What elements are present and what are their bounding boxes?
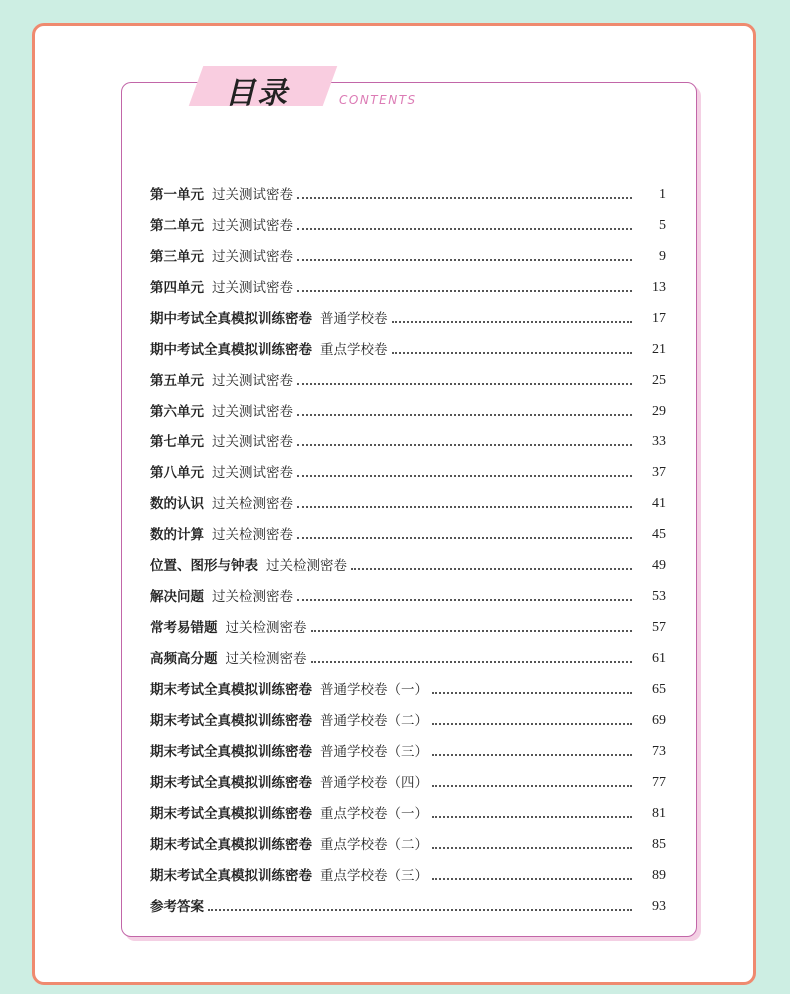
toc-entry-subtitle: 过关测试密卷 [212,186,293,203]
toc-entry[interactable] [150,389,666,420]
toc-entry-page-number: 85 [652,836,666,852]
dot-leader [208,909,632,911]
toc-entry-title: 期末考试全真模拟训练密卷 [150,681,312,698]
toc-entry-subtitle: 普通学校卷（三） [320,743,428,760]
dot-leader [432,754,632,756]
toc-entry-subtitle: 过关测试密卷 [212,465,293,482]
toc-entry-page-number: 77 [652,774,666,790]
toc-entry-subtitle: 重点学校卷 [320,341,388,358]
dot-leader [297,537,632,539]
toc-entry-title: 期末考试全真模拟训练密卷 [150,867,312,884]
dot-leader [297,383,632,385]
toc-entry-page-number: 81 [652,805,666,821]
toc-entry[interactable] [150,729,666,760]
dot-leader [432,785,632,787]
toc-entry-title: 期中考试全真模拟训练密卷 [150,341,312,358]
toc-entry[interactable] [150,543,666,574]
toc-entry-page-number: 89 [652,867,666,883]
toc-entry[interactable] [150,172,666,203]
toc-entry-page-number: 33 [652,434,666,450]
dot-leader [432,692,632,694]
toc-entry-title: 参考答案 [150,898,204,915]
toc-entry[interactable] [150,512,666,543]
toc-entry[interactable] [150,450,666,481]
toc-entry-title: 第六单元 [150,403,204,420]
dot-leader [297,290,632,292]
toc-entry-subtitle: 普通学校卷（二） [320,712,428,729]
toc-entry-page-number: 57 [652,620,666,636]
toc-entry[interactable] [150,667,666,698]
toc-entry-subtitle: 过关测试密卷 [212,248,293,265]
toc-entry-title: 期中考试全真模拟训练密卷 [150,310,312,327]
toc-entry-subtitle: 普通学校卷（一） [320,681,428,698]
toc-entry-title: 第二单元 [150,217,204,234]
toc-entry-title: 期末考试全真模拟训练密卷 [150,836,312,853]
toc-entry-title: 期末考试全真模拟训练密卷 [150,743,312,760]
toc-entry-subtitle: 过关检测密卷 [225,620,307,637]
dot-leader [297,506,632,508]
toc-entry-title: 高频高分题 [150,651,218,667]
toc-entry-page-number: 45 [652,527,666,543]
dot-leader [392,352,633,354]
toc-entry[interactable] [150,234,666,265]
dot-leader [432,723,632,725]
toc-entry-title: 位置、图形与钟表 [150,558,258,575]
toc-entry-subtitle: 重点学校卷（二） [320,836,428,853]
toc-entry[interactable] [150,760,666,791]
toc-entry-title: 数的计算 [150,527,204,544]
toc-entry-title: 第一单元 [150,186,204,203]
toc-entry-page-number: 25 [652,372,666,388]
dot-leader [297,259,632,261]
toc-entry-page-number: 5 [659,217,666,233]
toc-entry[interactable] [150,203,666,234]
toc-entry[interactable] [150,574,666,605]
dot-leader [297,197,632,199]
toc-entry-page-number: 65 [652,681,666,697]
toc-entry-page-number: 93 [652,898,666,914]
dot-leader [297,444,632,446]
table-of-contents [150,172,666,915]
toc-entry-subtitle: 普通学校卷（四） [320,774,428,791]
dot-leader [297,228,632,230]
dot-leader [297,475,632,477]
toc-entry[interactable] [150,358,666,389]
toc-entry[interactable] [150,265,666,296]
toc-entry-subtitle: 过关检测密卷 [212,496,293,513]
toc-entry[interactable] [150,822,666,853]
toc-entry[interactable] [150,327,666,358]
toc-entry-title: 第八单元 [150,465,204,482]
toc-entry-subtitle: 过关测试密卷 [212,217,293,234]
dot-leader [311,661,633,663]
dot-leader [311,630,633,632]
dot-leader [432,847,632,849]
dot-leader [432,816,632,818]
toc-entry-page-number: 9 [659,248,666,264]
toc-entry-page-number: 29 [652,403,666,419]
toc-entry[interactable] [150,791,666,822]
toc-entry-page-number: 21 [652,341,666,357]
toc-entry-subtitle: 过关检测密卷 [212,527,293,544]
toc-entry-title: 第三单元 [150,248,204,265]
toc-entry-page-number: 37 [652,465,666,481]
toc-entry-page-number: 17 [652,310,666,326]
toc-entry-page-number: 73 [652,743,666,759]
toc-entry-title: 第五单元 [150,372,204,389]
dot-leader [297,414,632,416]
toc-entry-title: 期末考试全真模拟训练密卷 [150,712,312,729]
toc-entry-subtitle: 普通学校卷 [320,310,388,327]
toc-entry-page-number: 69 [652,712,666,728]
toc-entry-subtitle: 过关检测密卷 [225,651,307,667]
toc-entry-title: 第四单元 [150,279,204,296]
toc-entry[interactable] [150,698,666,729]
toc-entry[interactable] [150,636,666,667]
dot-leader [297,599,632,601]
toc-entry-page-number: 1 [659,186,666,202]
toc-entry[interactable] [150,296,666,327]
toc-entry-subtitle: 过关测试密卷 [212,372,293,389]
toc-entry-subtitle: 过关测试密卷 [212,403,293,420]
dot-leader [432,878,632,880]
toc-entry[interactable] [150,481,666,512]
toc-entry-title: 期末考试全真模拟训练密卷 [150,774,312,791]
toc-entry-subtitle: 过关检测密卷 [266,558,347,575]
toc-entry-title: 数的认识 [150,496,204,513]
toc-entry-subtitle: 过关检测密卷 [212,589,293,606]
toc-entry-page-number: 53 [652,589,666,605]
toc-entry[interactable] [150,853,666,884]
toc-entry-title: 第七单元 [150,434,204,451]
toc-entry-page-number: 13 [652,279,666,295]
page-subtitle: CONTENTS [339,93,417,107]
dot-leader [351,568,632,570]
toc-entry[interactable] [150,420,666,451]
toc-entry-subtitle: 过关测试密卷 [212,434,293,451]
dot-leader [392,321,633,323]
toc-entry-page-number: 61 [652,651,666,666]
toc-entry-title: 期末考试全真模拟训练密卷 [150,805,312,822]
toc-entry-page-number: 41 [652,496,666,512]
toc-entry-title: 解决问题 [150,589,204,606]
toc-entry[interactable] [150,605,666,636]
toc-entry-subtitle: 过关测试密卷 [212,279,293,296]
toc-entry-subtitle: 重点学校卷（一） [320,805,428,822]
page-title: 目录 [225,76,289,111]
toc-entry[interactable] [150,884,666,915]
toc-entry-title: 常考易错题 [150,620,218,637]
toc-entry-subtitle: 重点学校卷（三） [320,867,428,884]
toc-entry-page-number: 49 [652,558,666,574]
